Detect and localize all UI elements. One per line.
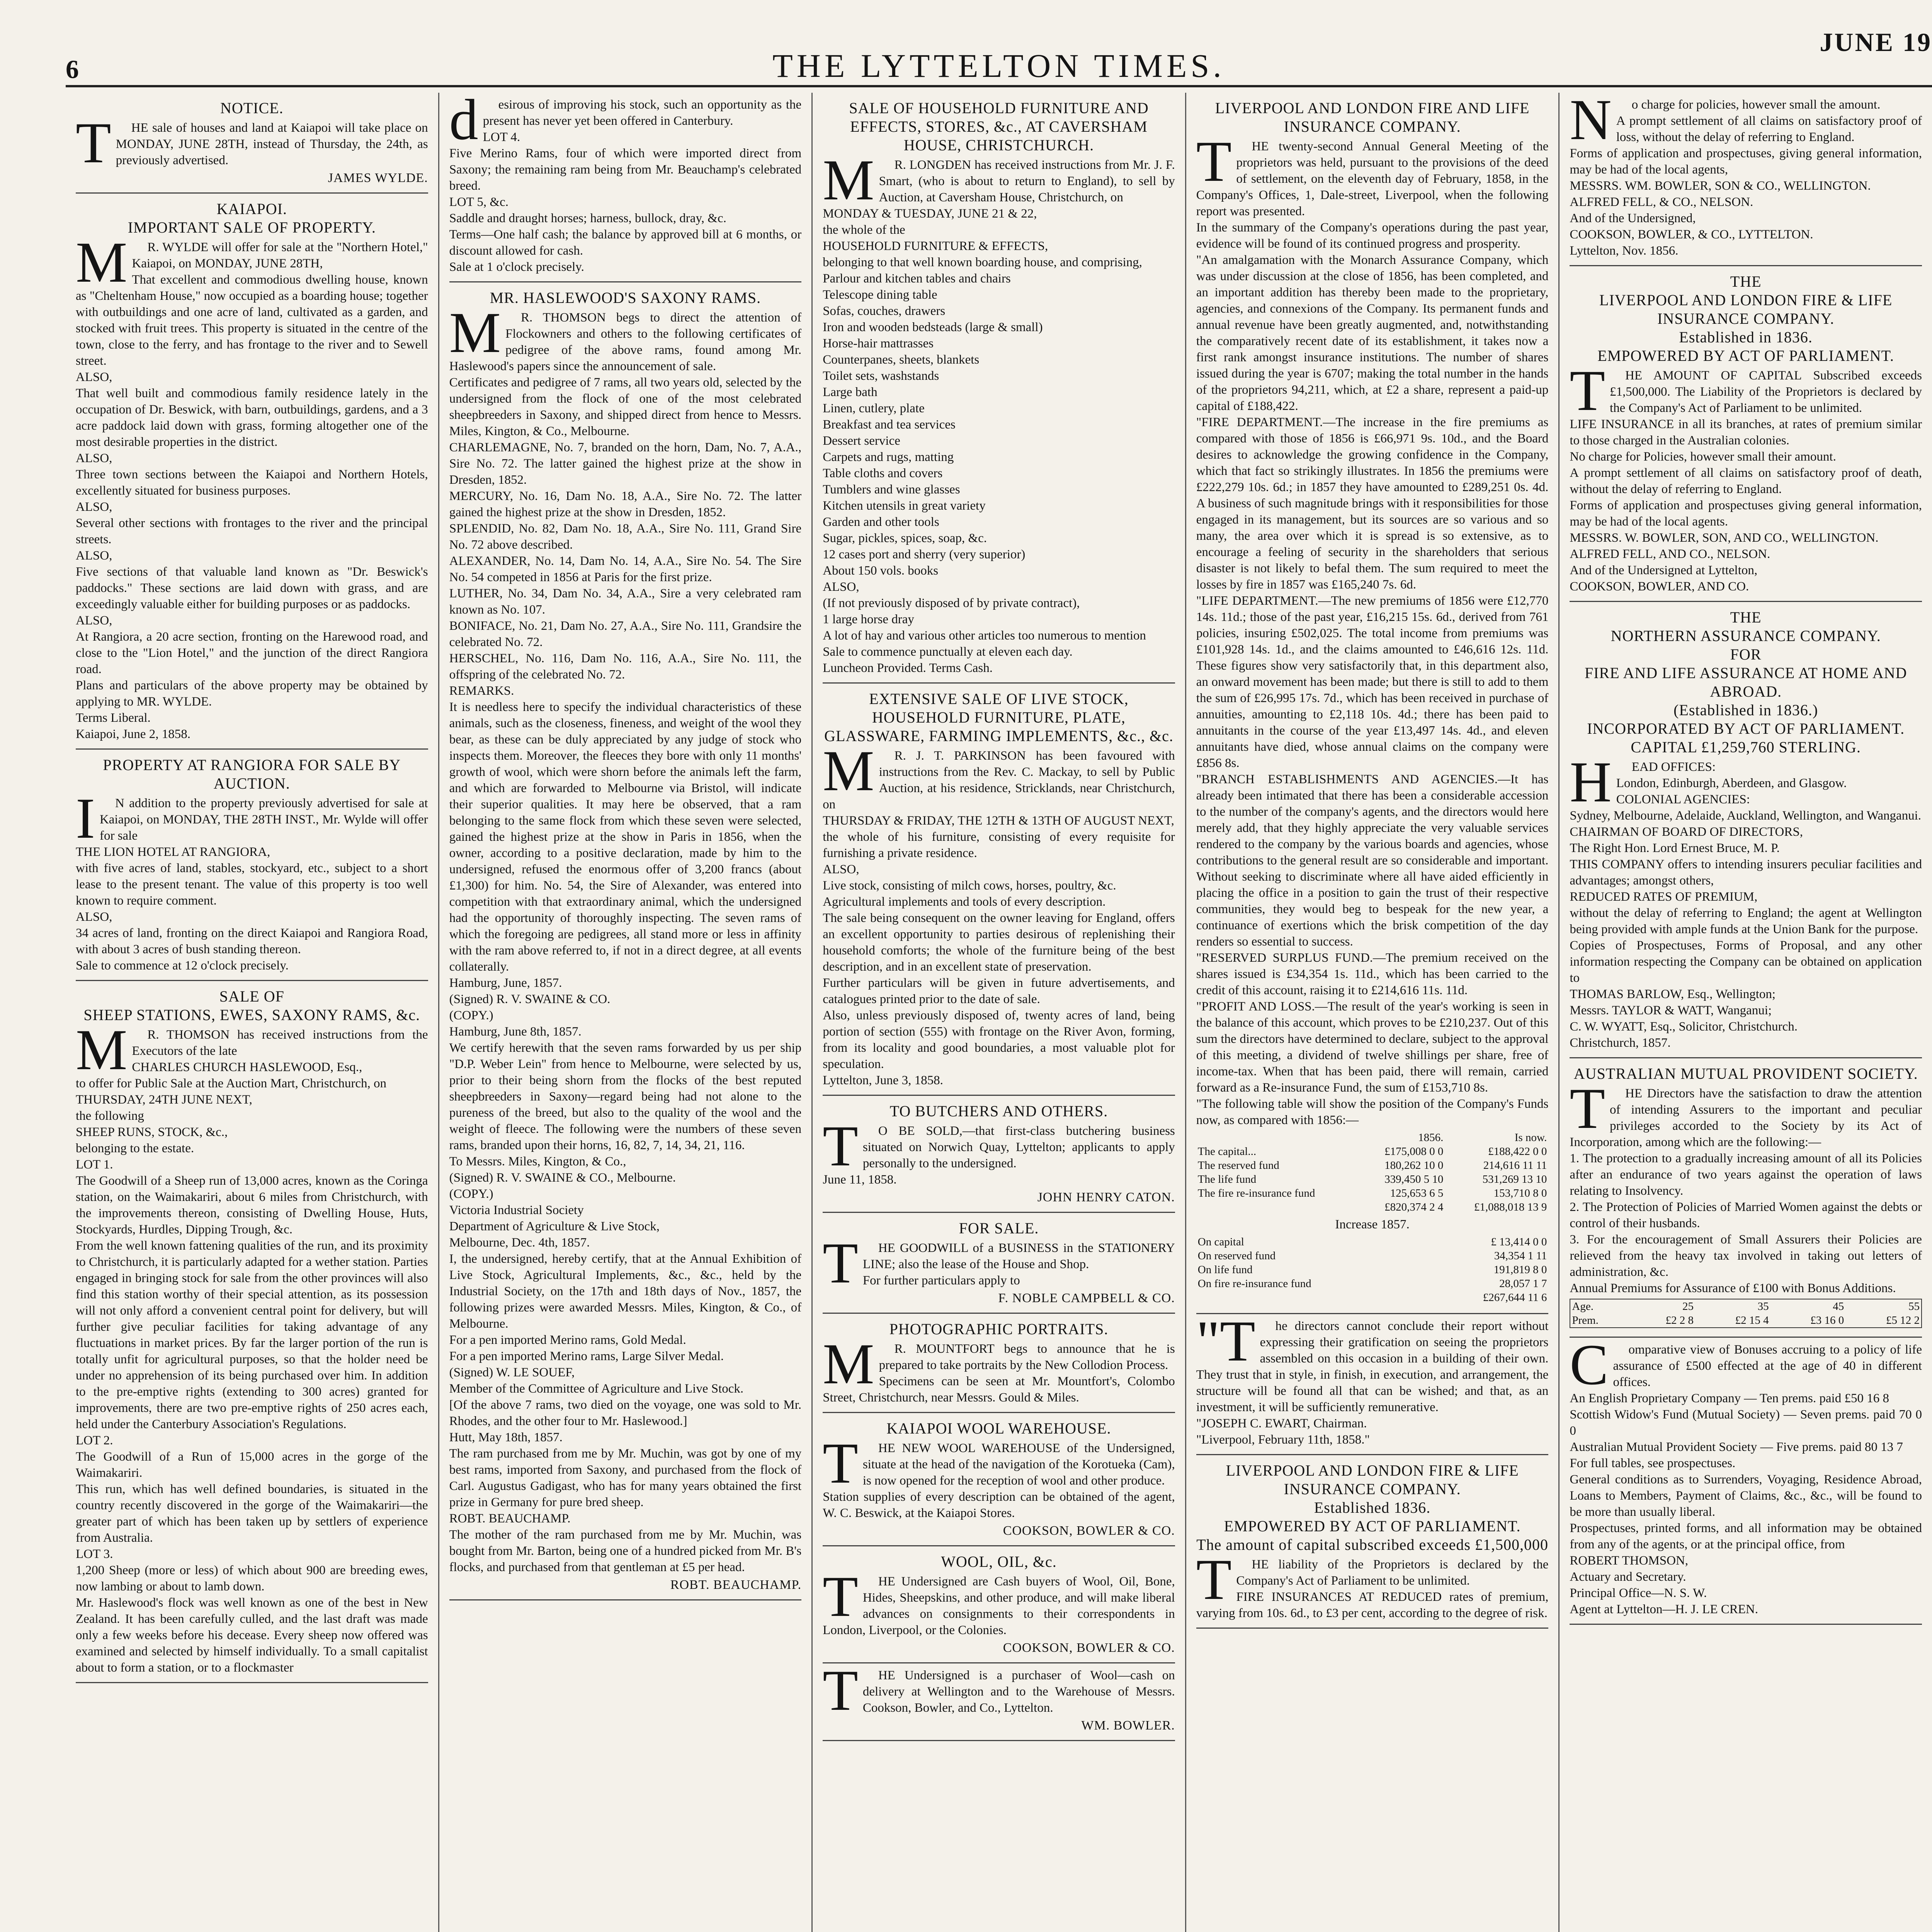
ad-body-text: MR. LONGDEN has received instructions from Mr. J. F. Smart, (who is about to return to England), to sell by Auction, at Caversham House, Christchurch, on MONDAY & TUESDAY, JUNE 21 & 22, the whole of the HOUSEHOLD FURNITURE & EFFECTS, belonging to that well known boarding house, and comprising, Parlour and kitchen tables and chairs Telescope dining table Sofas, couches, drawers Iron and wooden bedsteads (large & small) Horse-hair mattrasses Counterpanes, sheets, blankets Toilet sets, washstands Large bath Linen, cutlery, plate Breakfast and tea services Dessert service Carpets and rugs, matting Table cloths and covers Tumblers and wine glasses Kitchen utensils in great variety Garden and other tools Sugar, pickles, spices, soap, &c. 12 cases port and sherry (very superior) About 150 vols. books ALSO, (If not previously disposed of by private contract), 1 large horse dray A lot of hay and various other articles too numerous to mention Sale to commence punctually at eleven each day. Luncheon Provided. Terms Cash. xyxy=(823,148,1175,675)
premium-cell: £2 2 8 xyxy=(1665,1314,1694,1327)
increase-cell: On reserved fund xyxy=(1197,1250,1276,1262)
funds-cell: The fire re-insurance fund xyxy=(1197,1187,1315,1199)
increase-row xyxy=(1196,1235,1549,1249)
funds-row xyxy=(1196,1186,1549,1200)
advertisement xyxy=(823,1413,1175,1546)
column-4 xyxy=(1186,93,1560,1932)
increase-cell: On life fund xyxy=(1197,1264,1253,1276)
advertisement xyxy=(76,981,428,1683)
funds-row xyxy=(1196,1145,1549,1158)
premium-cell: 45 xyxy=(1833,1300,1844,1313)
funds-cell: 153,710 8 0 xyxy=(1493,1187,1547,1199)
ad-heading: KAIAPOI WOOL WAREHOUSE. xyxy=(886,1420,1111,1437)
ad-signature: ROBT. BEAUCHAMP. xyxy=(670,1578,802,1592)
ad-body-text: HEAD OFFICES: London, Edinburgh, Aberdeen, and Glasgow. COLONIAL AGENCIES: Sydney, Melbourne, Adelaide, Auckland, Wellington, and Wanganui. CHAIRMAN OF BOARD OF DIRECTORS, The Right Hon. Lord Ernest Bruce, M. P. THIS COMPANY offers to intending insurers peculiar facilities and advantages; amongst others, REDUCED RATES OF PREMIUM, without the delay of referring to England; the agent at Wellington being provided with ample funds at the Union Bank for the purpose. Copies of Prospectuses, Forms of Proposal, and any other information respecting the Company can be obtained on application to THOMAS BARLOW, Esq., Wellington; Messrs. TAYLOR & WATT, Wanganui; C. W. WYATT, Esq., Solicitor, Christchurch. Christchurch, 1857. xyxy=(1570,750,1922,1050)
column-3 xyxy=(813,93,1186,1932)
increase-cell: 191,819 8 0 xyxy=(1493,1264,1547,1276)
ad-body-text: Comparative view of Bonuses accruing to a policy of life assurance of £500 effected at the age of 40 in different offices. An English Proprietary Company — Ten prems. paid £50 16 8 Scottish Widow's Fund (Mutual Society) — Seven prems. paid 70 0 0 Australian Mutual Provident Society — Five prems. paid 80 13 7 For full tables, see prospectuses. General conditions as to Surrenders, Voyaging, Residence Abroad, Loans to Members, Payment of Claims, &c., &c., will be found to be more than usually liberal. Prospectuses, printed forms, and all information may be obtained from any of the agents, or at the principal office, from ROBERT THOMSON, Actuary and Secretary. Principal Office—N. S. W. Agent at Lyttelton—H. J. LE CREN. xyxy=(1570,1333,1922,1616)
ad-signature: COOKSON, BOWLER & CO. xyxy=(1003,1641,1175,1655)
ad-heading: PHOTOGRAPHIC PORTRAITS. xyxy=(889,1320,1109,1338)
increase-cell: 34,354 1 11 xyxy=(1494,1250,1547,1262)
increase-cell: On capital xyxy=(1197,1236,1244,1248)
funds-cell: £820,374 2 4 xyxy=(1384,1201,1444,1213)
page-number: 6 xyxy=(66,54,79,84)
advertisement xyxy=(76,750,428,981)
increase-cell xyxy=(1196,1291,1420,1304)
ad-signature: JAMES WYLDE. xyxy=(328,171,428,185)
advertisement xyxy=(823,1546,1175,1663)
advertisement xyxy=(1196,1455,1549,1629)
ad-body-text: MR. J. T. PARKINSON has been favoured with instructions from the Rev. C. Mackay, to sell by Public Auction, at his residence, Stricklands, near Christchurch, on THURSDAY & FRIDAY, THE 12TH & 13TH OF AUGUST NEXT, the whole of his furniture, consisting of every requisite for furnishing a private residence. ALSO, Live stock, consisting of milch cows, horses, poultry, &c. Agricultural implements and tools of every description. The sale being consequent on the owner leaving for England, offers an excellent opportunity to parties desirous of replenishing their household comforts; the whole of the furniture being of the best description, and in an excellent state of preservation. Further particulars will be given in future advertisements, and catalogues printed prior to the date of sale. Also, unless previously disposed of, twenty acres of land, being portion of section (555) with frontage on the River Avon, forming, from its locality and good boundaries, a most valuable plot for speculation. Lyttelton, June 3, 1858. xyxy=(823,739,1175,1087)
advertisement xyxy=(449,282,802,1600)
funds-cell: The capital... xyxy=(1197,1145,1257,1158)
advertisement xyxy=(1570,266,1922,602)
increase-cell: £267,644 11 6 xyxy=(1483,1291,1547,1304)
ad-body-text: THE sale of houses and land at Kaiapoi will take place on MONDAY, JUNE 28TH, instead of Thursday, the 24th, as previously advertised. xyxy=(76,111,428,175)
advertisement xyxy=(823,1314,1175,1413)
ad-heading: THE NORTHERN ASSURANCE COMPANY. FOR FIRE AND LIFE ASSURANCE AT HOME AND ABROAD. (Established in 1836.) INCORPORATED BY ACT OF PARLIAMENT. CAPITAL £1,259,760 STERLING. xyxy=(1584,609,1907,756)
premium-row xyxy=(1570,1313,1922,1328)
advertisement xyxy=(1196,93,1549,1314)
ad-body-text: IN addition to the property previously advertised for sale at Kaiapoi, on MONDAY, THE 28TH INST., Mr. Wylde will offer for sale THE LION HOTEL AT RANGIORA, with five acres of land, stables, stockyard, etc., subject to a short lease to the present tenant. The value of this property is too well known to require comment. ALSO, 34 acres of land, fronting on the direct Kaiapoi and Rangiora Road, with about 3 acres of bush standing thereon. Sale to commence at 12 o'clock precisely. xyxy=(76,786,428,973)
premium-cell: 55 xyxy=(1908,1300,1920,1313)
ad-signature: F. NOBLE CAMPBELL & CO. xyxy=(998,1291,1175,1305)
funds-cell: 339,450 5 10 xyxy=(1384,1173,1444,1185)
premium-cell: £3 16 0 xyxy=(1810,1314,1844,1327)
increase-table xyxy=(1196,1235,1549,1304)
increase-row xyxy=(1196,1291,1549,1304)
advertisement xyxy=(76,93,428,194)
advertisement xyxy=(76,194,428,750)
ad-body-text: THE Undersigned is a purchaser of Wool—cash on delivery at Wellington and to the Warehouse of Messrs. Cookson, Bowler, and Co., Lyttelton. xyxy=(823,1658,1175,1723)
funds-cell: 214,616 11 11 xyxy=(1483,1159,1547,1172)
ad-heading: NOTICE. xyxy=(220,99,284,117)
advertisement xyxy=(1570,1333,1922,1625)
funds-cell: The reserved fund xyxy=(1197,1159,1279,1172)
advertisement xyxy=(1570,1058,1922,1338)
funds-row xyxy=(1196,1172,1549,1186)
ad-heading: LIVERPOOL AND LONDON FIRE & LIFE INSURANCE COMPANY. Established 1836. EMPOWERED BY ACT OF PARLIAMENT. The amount of capital subscribed exceeds £1,500,000 xyxy=(1196,1462,1548,1553)
ad-body-text: THE Directors have the satisfaction to draw the attention of intending Assurers to the important and peculiar privileges accorded to the Society by its Act of Incorporation, among which are the following:— 1. The protection to a gradually increasing amount of all its Policies after an endurance of two years against the operation of laws relating to Insolvency. 2. The Protection of Policies of Married Women against the debts or control of their husbands. 3. For the encouragement of Small Assurers their Policies are relieved from the heavy tax involved in taking out letters of administration, &c. Annual Premiums for Assurance of £100 with Bonus Additions. xyxy=(1570,1077,1922,1295)
ad-body-text: MR. THOMSON begs to direct the attention of Flockowners and others to the following certificates of pedigree of the above rams, found among Mr. Haslewood's papers since the announcement of sale. Certificates and pedigree of 7 rams, all two years old, selected by the undersigned from the flock of one of the most celebrated sheepbreeders in Saxony, and shipped direct from hence to Messrs. Miles, Kington, & Co., Melbourne. CHARLEMAGNE, No. 7, branded on the horn, Dam, No. 7, A.A., Sire No. 72. The latter gained the highest prize at the show in Dresden, 1852. MERCURY, No. 16, Dam No. 18, A.A., Sire No. 72. The latter gained the highest prize at the show in Dresden, 1852. SPLENDID, No. 82, Dam No. 18, A.A., Sire No. 111, Grand Sire No. 72 above described. ALEXANDER, No. 14, Dam No. 14, A.A., Sire No. 54. The Sire No. 54 competed in 1856 at Paris for the first prize. LUTHER, No. 34, Dam No. 34, A.A., Sire a very celebrated ram known as No. 107. BONIFACE, No. 21, Dam No. 27, A.A., Sire No. 111, Grandsire the celebrated No. 72. HERSCHEL, No. 116, Dam No. 116, A.A., Sire No. 111, the offspring of the celebrated No. 72. REMARKS. It is needless here to specify the individual characteristics of these animals, such as the closeness, fineness, and weight of the wool they bear, as these can be duly appreciated by any judge of stock who inspects them. Moreover, the fleeces they bore with only 11 months' growth of wool, which were shorn before the animals left the farm, and which are forwarded to Melbourne via Bristol, will indicate their superior qualities. It may here be observed, that a ram belonging to the same flock from which these seven were selected, gained the highest prize at the show in Paris in 1856, when the owner, according to a positive declaration, made by him to the undersigned, refused the enormous offer of 3,200 francs (about £1,300) for him. No. 54, the Sire of Alexander, was entered into competition with that extraordinary animal, which the undersigned had the opportunity of thoroughly inspecting. The seven rams of which the foregoing are pedigrees, all stand more or less in affinity with the ram above referred to, if not in a direct degree, at all events collaterally. Hamburg, June, 1857. (Signed) R. V. SWAINE & CO. (COPY.) Hamburg, June 8th, 1857. We certify herewith that the seven rams forwarded by us per ship "D.P. Weber Lein" from hence to Melbourne, were selected by us, prior to their being shorn from the flocks of the best reputed sheepbreeders in Saxony—regard being had not alone to the pureness of the breed, but also to the quality of the wool and the weight of fleece. The following were the numbers of these seven rams, branded upon their horns, 16, 82, 7, 14, 34, 21, 116. To Messrs. Miles, Kington, & Co., (Signed) R. V. SWAINE & CO., Melbourne. (COPY.) Victoria Industrial Society Department of Agriculture & Live Stock, Melbourne, Dec. 4th, 1857. I, the undersigned, hereby certify, that at the Annual Exhibition of Live Stock, Agricultural Implements, &c., &c., held by the Industrial Society, on the 17th and 18th days of Nov., 1857, the following prizes were awarded Messrs. Miles, Kington, & Co., of Melbourne. For a pen imported Merino rams, Gold Medal. For a pen imported Merino rams, Large Silver Medal. (Signed) W. LE SOUEF, Member of the Committee of Agriculture and Live Stock. [Of the above 7 rams, two died on the voyage, one was sold to Mr. Rhodes, and the other four to Mr. Haslewood.] Hutt, May 18th, 1857. The ram purchased from me by Mr. Muchin, was got by one of my best rams, imported from Saxony, and purchased from the flock of Carl. Augustus Gadigast, who has for many years obtained the first prize in Germany for pure bred sheep. ROBT. BEAUCHAMP. The mother of the ram purchased from me by Mr. Muchin, was bought from Mr. Barton, being one of a hundred picked from Mr. B's flocks, and purchased from that gentleman at £5 per head. xyxy=(449,301,802,1574)
advertisement xyxy=(1570,93,1922,266)
ad-body-text: MR. WYLDE will offer for sale at the "Northern Hotel," Kaiapoi, on MONDAY, JUNE 28TH, That excellent and commodious dwelling house, known as "Cheltenham House," now occupied as a boarding house; together with outbuildings and one acre of land, cultivated as a garden, and stocked with fruit trees. This property is situated in the centre of the town, close to the ferry, and has frontage to the river and to Sewell street. ALSO, That well built and commodious family residence lately in the occupation of Dr. Beswick, with barn, outbuildings, gardens, and a 3 acre paddock laid down with grass, forming altogether one of the most desirable properties in the district. ALSO, Three town sections between the Kaiapoi and Northern Hotels, excellently situated for business purposes. ALSO, Several other sections with frontages to the river and the principal streets. ALSO, Five sections of that valuable land known as "Dr. Beswick's paddocks." These sections are laid down with grass, and are exceedingly valuable either for building purposes or as paddocks. ALSO, At Rangiora, a 20 acre section, fronting on the Harewood road, and close to the "Lion Hotel," and the junction of the direct Rangiora road. Plans and particulars of the above property may be obtained by applying to MR. WYLDE. Terms Liberal. Kaiapoi, June 2, 1858. xyxy=(76,230,428,741)
premium-cell: 25 xyxy=(1682,1300,1694,1313)
ad-signature: JOHN HENRY CATON. xyxy=(1037,1190,1175,1204)
increase-cell: On fire re-insurance fund xyxy=(1197,1277,1311,1290)
increase-title: Increase 1857. xyxy=(1335,1218,1410,1231)
ad-body-text: THE twenty-second Annual General Meeting of the proprietors was held, pursuant to the provisions of the deed of settlement, on the eleventh day of February, 1858, in the Company's Offices, 1, Dale-street, Liverpool, when the following report was presented. In the summary of the Company's operations during the past year, evidence will be found of its continued progress and prosperity. "An amalgamation with the Monarch Assurance Company, which was under discussion at the close of 1856, has been completed, and an important addition has thereby been made to the proprietary, agencies, and connexions of the Company. Its permanent funds and annual revenue have been greatly augmented, and, notwithstanding the comparatively recent date of its establishment, it takes now a first rank amongst insurance institutions. The number of shares issued during the year is 6707; making the total number in the hands of the proprietors 94,211, which, at £2 a share, represent a paid-up capital of £188,422. "FIRE DEPARTMENT.—The increase in the fire premiums as compared with those of 1856 is £66,971 9s. 10d., and the Board desires to acknowledge the growing confidence in the Company, which that fact so strikingly illustrates. In 1856 the premiums were £222,279 10s. 6d.; in 1857 they have amounted to £289,251 0s. 4d. A business of such magnitude brings with it responsibilities for those engaged in its management, but its sources are so various and so many, the area over which it is spread is so extensive, as to encourage a feeling of security in the shareholders that serious disaster is not likely to befal them. The sum required to meet the losses by fire in 1857 was £165,240 7s. 6d. "LIFE DEPARTMENT.—The new premiums of 1856 were £12,770 14s. 11d.; those of the past year, £16,215 15s. 6d., derived from 761 policies, insuring £502,025. The total income from premiums was £101,928 14s. 1d., and the claims amounted to £46,616 12s. 11d. These figures show very satisfactorily that, in this department also, an onward movement has been made; but there is still to add to them the sum of £26,995 17s. 7d., which has been received in purchase of annuities, amounting to £2,118 10s. 4d.; there has been paid to annuitants in the course of the year £13,497 14s. 4d., and eleven annuitants have died, whose annual claims on the company were £856 8s. "BRANCH ESTABLISHMENTS AND AGENCIES.—It has already been intimated that there has been a considerable accession to the number of the company's agents, and the directors would here merely add, that they highly appreciate the very valuable services rendered to the company by the various boards and agencies, whose contributions to the general result are so considerable and important. Without seeking to discriminate where all have aided efficiently in placing the office in a position to gain the trust of their respective communities, they would beg to bespeak for the new year, a continuance of exertions which the brisk competition of the day renders so essential to success. "RESERVED SURPLUS FUND.—The premium received on the shares issued is £34,354 1s. 11d., which has been carried to the credit of this account, raising it to £214,616 11s. 11d. "PROFIT AND LOSS.—The result of the year's working is seen in the balance of this account, which proves to be £210,237. Out of this sum the directors have determined to declare, subject to the approval of this meeting, a dividend of twelve shillings per share, free of income-tax. When that has been paid, there will remain, carried forward as a Re-insurance Fund, the sum of £153,710 8s. "The following table will show the position of the Company's Funds now, as compared with 1856:— xyxy=(1196,129,1549,1127)
increase-cell: 28,057 1 7 xyxy=(1499,1277,1547,1290)
advertisement xyxy=(823,93,1175,684)
funds-cell: 531,269 13 10 xyxy=(1482,1173,1547,1185)
funds-cell: 125,653 6 5 xyxy=(1390,1187,1444,1199)
ad-heading: THE LIVERPOOL AND LONDON FIRE & LIFE INSURANCE COMPANY. Established in 1836. EMPOWERED BY ACT OF PARLIAMENT. xyxy=(1597,273,1895,364)
ad-body-text: THE GOODWILL of a BUSINESS in the STATIONERY LINE; also the lease of the House and Shop. For further particulars apply to xyxy=(823,1231,1175,1295)
premium-table xyxy=(1570,1299,1922,1328)
premium-cell: £5 12 2 xyxy=(1886,1314,1920,1327)
increase-cell: £ 13,414 0 0 xyxy=(1491,1236,1547,1248)
ad-heading: SALE OF HOUSEHOLD FURNITURE AND EFFECTS, STORES, &c., AT CAVERSHAM HOUSE, CHRISTCHURCH. xyxy=(849,99,1149,154)
premium-row xyxy=(1570,1299,1922,1313)
masthead xyxy=(66,27,1932,87)
ad-body-text: desirous of improving his stock, such an opportunity as the present has never yet been offered in Canterbury. LOT 4. Five Merino Rams, four of which were imported direct from Saxony; the remaining ram being from Mr. Beauchamp's celebrated breed. LOT 5, &c. Saddle and draught horses; harness, bullock, dray, &c. Terms—One half cash; the balance by approved bill at 6 months, or discount allowed for cash. Sale at 1 o'clock precisely. xyxy=(449,93,802,274)
funds-table xyxy=(1196,1131,1549,1214)
ad-body-text: TO BE SOLD,—that first-class butchering business situated on Norwich Quay, Lyttelton; applicants to apply personally to the undersigned. June 11, 1858. xyxy=(823,1114,1175,1187)
funds-cell: £188,422 0 0 xyxy=(1488,1145,1547,1158)
premium-cell: Prem. xyxy=(1572,1314,1599,1327)
ad-body-text: MR. MOUNTFORT begs to announce that he is prepared to take portraits by the New Collodion Process. Specimens can be seen at Mr. Mountfort's, Colombo Street, Christchurch, near Messrs. Gould & Miles. xyxy=(823,1332,1175,1405)
ad-heading: LIVERPOOL AND LONDON FIRE AND LIFE INSURANCE COMPANY. xyxy=(1215,99,1530,135)
ad-body-text: THE Undersigned are Cash buyers of Wool, Oil, Bone, Hides, Sheepskins, and other produce, and will make liberal advances on consignments to their correspondents in London, Liverpool, or the Colonies. xyxy=(823,1565,1175,1637)
ad-heading: FOR SALE. xyxy=(959,1219,1039,1237)
funds-cell: 180,262 10 0 xyxy=(1384,1159,1444,1172)
funds-row xyxy=(1196,1158,1549,1172)
funds-cell: £175,008 0 0 xyxy=(1384,1145,1444,1158)
increase-row xyxy=(1196,1263,1549,1277)
ad-heading: EXTENSIVE SALE OF LIVE STOCK, HOUSEHOLD FURNITURE, PLATE, GLASSWARE, FARMING IMPLEMENTS, &c., &c. xyxy=(824,690,1173,745)
ad-body-text: No charge for policies, however small the amount. A prompt settlement of all claims on satisfactory proof of loss, without the delay of referring to England. Forms of application and prospectuses, giving general information, may be had of the local agents, MESSRS. WM. BOWLER, SON & CO., WELLINGTON. ALFRED FELL, & CO., NELSON. And of the Undersigned, COOKSON, BOWLER, & CO., LYTTELTON. Lyttelton, Nov. 1856. xyxy=(1570,93,1922,258)
ad-heading: TO BUTCHERS AND OTHERS. xyxy=(889,1102,1108,1120)
ad-heading: MR. HASLEWOOD'S SAXONY RAMS. xyxy=(490,289,761,306)
ad-heading: PROPERTY AT RANGIORA FOR SALE BY AUCTION. xyxy=(103,756,401,792)
premium-cell: 35 xyxy=(1757,1300,1769,1313)
ad-heading: SALE OF SHEEP STATIONS, EWES, SAXONY RAMS, &c. xyxy=(83,988,420,1024)
funds-row xyxy=(1196,1200,1549,1214)
funds-header-cell: Is now. xyxy=(1514,1131,1547,1144)
increase-row xyxy=(1196,1249,1549,1263)
ad-body-text: "The directors cannot conclude their report without expressing their gratification on seeing the proprietors assembled on this occasion in a building of their own. They trust that in style, in finish, in execution, and arrangement, the structure will be found all that can be wished; and that, as an investment, it will be sufficiently remunerative. "JOSEPH C. EWART, Chairman. "Liverpool, February 11th, 1858." xyxy=(1196,1309,1549,1447)
advertisement xyxy=(1196,1309,1549,1455)
column-5 xyxy=(1560,93,1932,1932)
funds-cell: The life fund xyxy=(1197,1173,1257,1185)
advertisement xyxy=(823,1658,1175,1741)
ad-heading: WOOL, OIL, &c. xyxy=(941,1553,1057,1570)
column-1 xyxy=(66,93,439,1932)
funds-cell: £1,088,018 13 9 xyxy=(1474,1201,1547,1213)
funds-header-cell: 1856. xyxy=(1418,1131,1444,1144)
premium-cell: £2 15 4 xyxy=(1735,1314,1769,1327)
column-container xyxy=(66,93,1932,1932)
funds-header-cell xyxy=(1196,1131,1361,1145)
ad-heading: KAIAPOI. IMPORTANT SALE OF PROPERTY. xyxy=(128,200,376,236)
premium-cell: Age. xyxy=(1572,1300,1594,1313)
newspaper-title: THE LYTTELTON TIMES. xyxy=(772,47,1225,84)
ad-body-text: MR. THOMSON has received instructions from the Executors of the late CHARLES CHURCH HASLEWOOD, Esq., to offer for Public Sale at the Auction Mart, Christchurch, on THURSDAY, 24TH JUNE NEXT, the following SHEEP RUNS, STOCK, &c., belonging to the estate. LOT 1. The Goodwill of a Sheep run of 13,000 acres, known as the Coringa station, on the Waimakariri, about 6 miles from Christchurch, with the improvements thereon, consisting of Dwelling House, Huts, Stockyards, Hurdles, Dipping Trough, &c. From the well known fattening qualities of the run, and its proximity to Christchurch, it is particularly adapted for a wether station. Parties engaged in bringing stock for sale from the other provinces will also find this station worthy of their special attention, as its possession will not only afford a convenient central point for delivery, but will further give peculiar facilities for taking advantage of any fluctuations in market prices. By far the larger portion of the run is totally unfit for agricultural purposes, so that the holder need be under no apprehension of its being purchased over him. In addition to the pre-emptive rights (extending to 300 acres) granted for improvements, there are two pre-emptive rights of 250 acres each, held under the Canterbury Association's Regulations. LOT 2. The Goodwill of a Run of 15,000 acres in the gorge of the Waimakariri. This run, which has well defined boundaries, is situated in the country recently discovered in the gorge of the Waimakariri—the greater part of which has been taken up by settlers of experience from Australia. LOT 3. 1,200 Sheep (more or less) of which about 900 are breeding ewes, now lambing or about to lamb down. Mr. Haslewood's flock was well known as one of the best in New Zealand. It has been carefully culled, and the last draft was made only a few weeks before his decease. Every sheep now offered was examined and selected by himself individually. To a small capitalist about to form a station, or to a flockmaster xyxy=(76,1018,428,1675)
advertisement xyxy=(823,1096,1175,1213)
advertisement xyxy=(449,93,802,282)
column-2 xyxy=(439,93,813,1932)
ad-signature: COOKSON, BOWLER & CO. xyxy=(1003,1524,1175,1538)
ad-body-text: THE NEW WOOL WAREHOUSE of the Undersigned, situate at the head of the navigation of the Korotueka (Cam), is now opened for the reception of wool and other produce. Station supplies of every description can be obtained of the agent, W. C. Beswick, at the Kaiapoi Stores. xyxy=(823,1431,1175,1520)
ad-heading: AUSTRALIAN MUTUAL PROVIDENT SOCIETY. xyxy=(1573,1065,1918,1082)
ad-signature: WM. BOWLER. xyxy=(1081,1718,1175,1733)
advertisement xyxy=(823,684,1175,1096)
ad-body-text: THE liability of the Proprietors is declared by the Company's Act of Parliament to be unlimited. FIRE INSURANCES AT REDUCED rates of premium, varying from 10s. 6d., to £3 per cent, according to the degree of risk. xyxy=(1196,1548,1549,1620)
ad-body-text: THE AMOUNT OF CAPITAL Subscribed exceeds £1,500,000. The Liability of the Proprietors is declared by the Company's Act of Parliament to be unlimited. LIFE INSURANCE in all its branches, at rates of premium similar to those charged in the Australian colonies. No charge for Policies, however small their amount. A prompt settlement of all claims on satisfactory proof of death, without the delay of referring to England. Forms of application and prospectuses giving general information, may be had of the local agents. MESSRS. W. BOWLER, SON, AND CO., WELLINGTON. ALFRED FELL, AND CO., NELSON. And of the Undersigned at Lyttelton, COOKSON, BOWLER, AND CO. xyxy=(1570,359,1922,594)
increase-row xyxy=(1196,1277,1549,1291)
advertisement xyxy=(823,1213,1175,1314)
funds-cell xyxy=(1196,1200,1361,1214)
issue-date: JUNE 19 xyxy=(1820,27,1932,57)
advertisement xyxy=(1570,602,1922,1058)
